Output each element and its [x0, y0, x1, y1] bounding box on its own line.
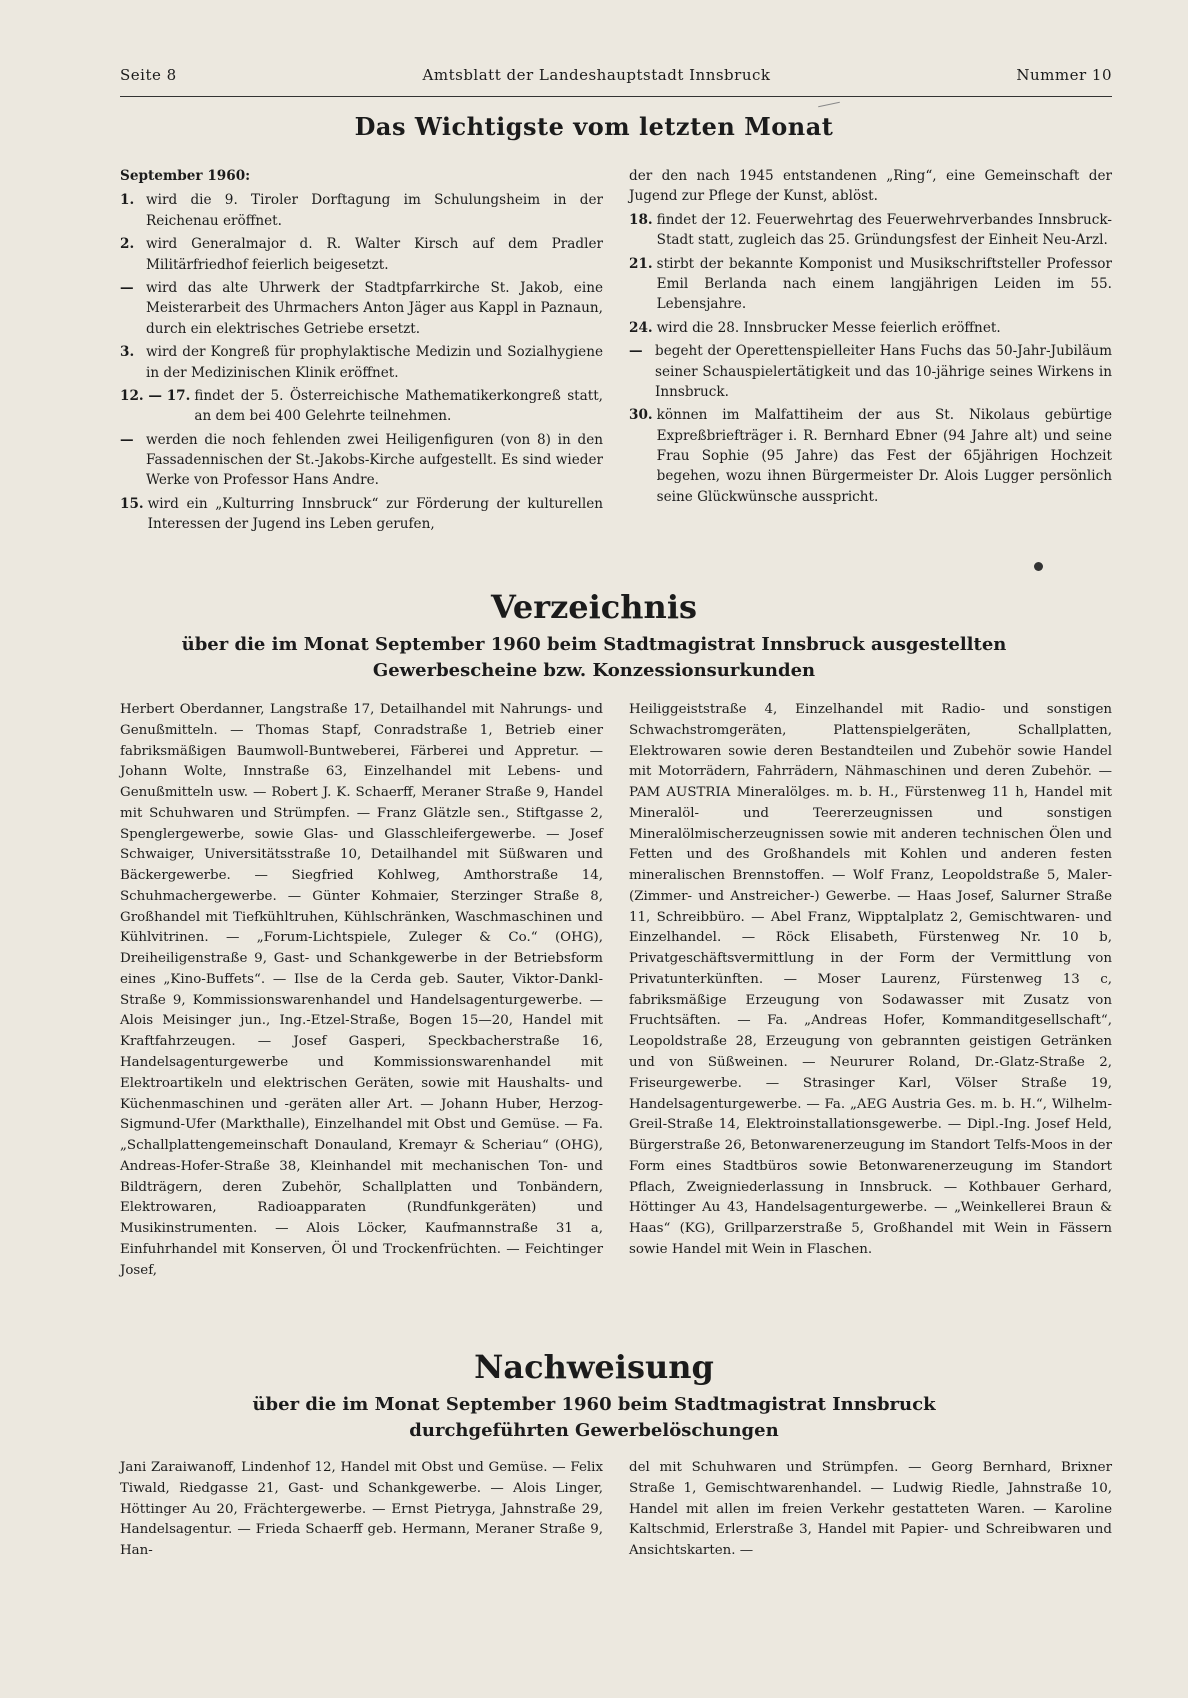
section-title: Das Wichtigste vom letzten Monat	[354, 112, 834, 141]
entry-text: wird die 9. Tiroler Dorftagung im Schulungsheim in der Reichenau eröffnet.	[146, 192, 603, 229]
header-rule	[120, 96, 1112, 97]
chronicle-entry	[120, 234, 603, 275]
stray-mark	[818, 102, 840, 108]
entry-date: 24.	[629, 319, 653, 336]
chronicle-entry	[629, 318, 1112, 338]
entry-date: 21.	[629, 255, 653, 272]
nachweisung-subtitle	[0, 1392, 1188, 1444]
entry-text: wird der Kongreß für prophylaktische Medizin und Sozialhygiene in der Medizinischen Klinik eröffnet.	[146, 344, 603, 381]
nachweisung-subtitle-line1: über die im Monat September 1960 beim Stadtmagistrat Innsbruck	[252, 1394, 936, 1415]
chronicle-entry	[120, 386, 603, 427]
entry-text: stirbt der bekannte Komponist und Musikschriftsteller Professor Emil Berlanda nach einem langjährigen Leiden im 55. Lebensjahre.	[656, 255, 1112, 313]
entry-date: 2.	[120, 236, 135, 253]
verzeichnis-subtitle	[0, 632, 1188, 684]
chronicle-left-column	[120, 166, 603, 566]
end-bullet	[1034, 562, 1043, 571]
entry-text: findet der 12. Feuerwehrtag des Feuerwehrverbandes Innsbruck-Stadt statt, zugleich das 25. Gründungsfest der Einheit Neu-Arzl.	[656, 211, 1112, 249]
nachweisung-columns	[120, 1458, 1112, 1598]
issue-number: Nummer 10	[1016, 66, 1112, 84]
verzeichnis-subtitle-line2: Gewerbescheine bzw. Konzessionsurkunden	[372, 660, 816, 682]
entry-date: —	[120, 431, 134, 448]
running-header	[120, 66, 1112, 84]
chronicle-entry	[120, 430, 603, 491]
verzeichnis-right-text: Heiliggeiststraße 4, Einzelhandel mit Radio- und sonstigen Schwachstromgeräten, Plattenspielgeräten, Schallplatten, Elektrowaren sowie deren Bestandteilen und Zubehör sowie Handel mit Motorrädern, Fahrrädern, Nähmaschinen und deren Zubehör. — PAM AUSTRIA Mineralölges. m. b. H., Fürstenweg 11 h, Handel mit Mineralöl- und Teererzeugnissen und sonstigen Mineralölmischerzeugnissen sowie mit anderen technischen Ölen und Fetten und des Großhandels mit Kohlen und anderen festen mineralischen Brennstoffen. — Wolf Franz, Leopoldstraße 5, Maler- (Zimmer- und Anstreicher-) Gewerbe. — Haas Josef, Salurner Straße 11, Schreibbüro. — Abel Franz, Wipptalplatz 2, Gemischtwaren- und Einzelhandel. — Röck Elisabeth, Fürstenweg Nr. 10 b, Privatgeschäftsvermittlung in der Form der Vermittlung von Privatunterkünften. — Moser Laurenz, Fürstenweg 13 c, fabriksmäßige Erzeugung von Sodawasser mit Zusatz von Fruchtsäften. — Fa. „Andreas Hofer, Kommanditgesellschaft“, Leopoldstraße 28, Erzeugung von gebrannten geistigen Getränken und von Süßweinen. — Neururer Roland, Dr.-Glatz-Straße 2, Friseurgewerbe. — Strasinger Karl, Völser Straße 19, Handelsagenturgewerbe. — Fa. „AEG Austria Ges. m. b. H.“, Wilhelm-Greil-Straße 14, Elektroinstallationsgewerbe. — Dipl.-Ing. Josef Held, Bürgerstraße 26, Betonwarenerzeugung im Standort Telfs-Moos in der Form eines Stadtbüros sowie Betonwarenerzeugung im Standort Pflach, Zweigniederlassung in Innsbruck. — Kothbauer Gerhard, Höttinger Au 43, Handelsagenturgewerbe. — „Weinkellerei Braun & Haas“ (KG), Grillparzerstraße 5, Großhandel mit Wein in Fässern sowie Handel mit Wein in Flaschen.	[629, 702, 1112, 1257]
entry-text: können im Malfattiheim der aus St. Nikolaus gebürtige Expreßbriefträger i. R. Bernhard Ebner (94 Jahre alt) und seine Frau Sophie (95 Jahre) das Fest der 65jährigen Hochzeit begehen, wozu ihnen Bürgermeister Dr. Alois Lugger persönlich seine Glückwünsche ausspricht.	[656, 407, 1112, 505]
entry-date: 3.	[120, 344, 135, 361]
chronicle-entry	[120, 494, 603, 535]
chronicle-entry	[629, 254, 1112, 315]
chronicle-entry	[629, 405, 1112, 507]
entry-date: 12. — 17.	[120, 387, 191, 404]
chronicle-entry	[120, 190, 603, 231]
continuation-text: der den nach 1945 entstandenen „Ring“, eine Gemeinschaft der Jugend zur Pflege der Kunst, ablöst.	[629, 168, 1112, 205]
entry-date: —	[629, 343, 643, 360]
entry-text: wird Generalmajor d. R. Walter Kirsch auf dem Pradler Militärfriedhof feierlich beigesetzt.	[146, 236, 603, 273]
chronicle-columns	[120, 166, 1112, 566]
entry-text: wird ein „Kulturring Innsbruck“ zur Förderung der kulturellen Interessen der Jugend ins Leben gerufen,	[147, 495, 603, 533]
entry-text: begeht der Operettenspielleiter Hans Fuchs das 50-Jahr-Jubiläum seiner Schauspielertätigkeit und das 10-jährige seines Wirkens in Innsbruck.	[655, 343, 1112, 400]
chronicle-entry	[629, 210, 1112, 251]
nachweisung-right-text: del mit Schuhwaren und Strümpfen. — Georg Bernhard, Brixner Straße 1, Gemischtwarenhandel. — Ludwig Riedle, Jahnstraße 10, Handel mit allen im freien Verkehr gestatteten Waren. — Karoline Kaltschmid, Erlerstraße 3, Handel mit Papier- und Schreibwaren und Ansichtskarten. —	[629, 1460, 1112, 1559]
chronicle-entry	[120, 342, 603, 383]
nachweisung-title: Nachweisung	[474, 1348, 714, 1386]
chronicle-entry	[629, 341, 1112, 402]
verzeichnis-subtitle-line1: über die im Monat September 1960 beim Stadtmagistrat Innsbruck ausgestellten	[181, 634, 1007, 655]
entry-date: —	[120, 279, 134, 296]
nachweisung-left-text: Jani Zaraiwanoff, Lindenhof 12, Handel mit Obst und Gemüse. — Felix Tiwald, Riedgasse 21, Gast- und Schankgewerbe. — Alois Linger, Höttinger Au 20, Frächtergewerbe. — Ernst Pietryga, Jahnstraße 29, Handelsagentur. — Frieda Schaerff geb. Hermann, Meraner Straße 9, Han-	[120, 1460, 603, 1559]
chronicle-right-column	[629, 166, 1112, 566]
page-number: Seite 8	[120, 66, 177, 84]
chronicle-entry	[120, 278, 603, 339]
entry-date: 18.	[629, 211, 653, 228]
publication-title: Amtsblatt der Landeshauptstadt Innsbruck	[422, 66, 771, 84]
entry-date: 15.	[120, 495, 144, 512]
verzeichnis-title: Verzeichnis	[491, 588, 697, 626]
entry-date: 1.	[120, 192, 135, 209]
month-heading: September 1960:	[120, 168, 251, 184]
verzeichnis-left-text: Herbert Oberdanner, Langstraße 17, Detailhandel mit Nahrungs- und Genußmitteln. — Thomas Stapf, Conradstraße 1, Betrieb einer fabriksmäßigen Baumwoll-Buntweberei, Färberei und Appretur. — Johann Wolte, Innstraße 63, Einzelhandel mit Lebens- und Genußmitteln usw. — Robert J. K. Schaerff, Meraner Straße 9, Handel mit Schuhwaren und Strümpfen. — Franz Glätzle sen., Stiftgasse 2, Spenglergewerbe, sowie Glas- und Glasschleifergewerbe. — Josef Schwaiger, Universitätsstraße 10, Detailhandel mit Süßwaren und Bäckergewerbe. — Siegfried Kohlweg, Amthorstraße 14, Schuhmachergewerbe. — Günter Kohmaier, Sterzinger Straße 8, Großhandel mit Tiefkühltruhen, Kühlschränken, Waschmaschinen und Kühlvitrinen. — „Forum-Lichtspiele, Zuleger & Co.“ (OHG), Dreiheiligenstraße 9, Gast- und Schankgewerbe in der Betriebsform eines „Kino-Buffets“. — Ilse de la Cerda geb. Sauter, Viktor-Dankl-Straße 9, Kommissionswarenhandel und Handelsagenturgewerbe. — Alois Meisinger jun., Ing.-Etzel-Straße, Bogen 15—20, Handel mit Kraftfahrzeugen. — Josef Gasperi, Speckbacherstraße 16, Handelsagenturgewerbe und Kommissionswarenhandel mit Elektroartikeln und elektrischen Geräten, sowie mit Haushalts- und Küchenmaschinen und -geräten aller Art. — Johann Huber, Herzog-Sigmund-Ufer (Markthalle), Einzelhandel mit Obst und Gemüse. — Fa. „Schallplattengemeinschaft Donauland, Kremayr & Scheriau“ (OHG), Andreas-Hofer-Straße 38, Kleinhandel mit mechanischen Ton- und Bildträgern, deren Zubehör, Schallplatten und Tonbändern, Elektrowaren, Radioapparaten (Rundfunkgeräten) und Musikinstrumenten. — Alois Löcker, Kaufmannstraße 31 a, Einfuhrhandel mit Konserven, Öl und Trockenfrüchten. — Feichtinger Josef,	[120, 702, 603, 1278]
entry-date: 30.	[629, 407, 653, 424]
entry-text: wird das alte Uhrwerk der Stadtpfarrkirche St. Jakob, eine Meisterarbeit des Uhrmachers Anton Jäger aus Kappl in Paznaun, durch ein elektrisches Getriebe ersetzt.	[146, 279, 603, 337]
entry-text: wird die 28. Innsbrucker Messe feierlich eröffnet.	[656, 319, 1001, 336]
entry-text: findet der 5. Österreichische Mathematikerkongreß statt, an dem bei 400 Gelehrte teilnehmen.	[194, 387, 603, 425]
entry-text: werden die noch fehlenden zwei Heiligenfiguren (von 8) in den Fassadennischen der St.-Jakobs-Kirche aufgestellt. Es sind wieder Werke von Professor Hans Andre.	[146, 431, 603, 489]
nachweisung-subtitle-line2: durchgeführten Gewerbelöschungen	[409, 1420, 779, 1442]
verzeichnis-columns	[120, 700, 1112, 1300]
